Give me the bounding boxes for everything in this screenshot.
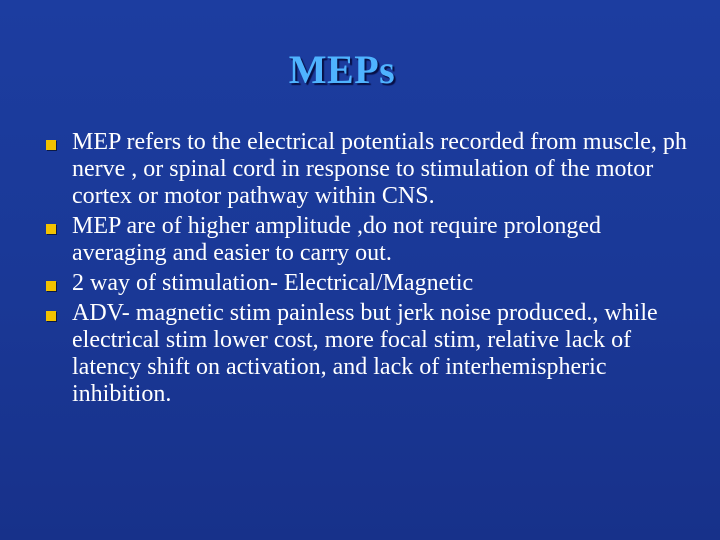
bullet-text: MEP refers to the electrical potentials recorded from muscle, ph nerve , or spinal cord in response to stimulation of the motor cortex or motor pathway within CNS.	[72, 129, 687, 209]
slide-title: MEPs	[288, 47, 396, 92]
square-bullet-icon	[46, 311, 56, 321]
bullet-item	[44, 213, 694, 267]
bullet-list	[44, 129, 694, 411]
bullet-text: MEP are of higher amplitude ,do not require prolonged averaging and easier to carry out.	[72, 213, 601, 266]
square-bullet-icon	[46, 140, 56, 150]
bullet-text: 2 way of stimulation- Electrical/Magnetic	[72, 270, 474, 296]
square-bullet-icon	[46, 224, 56, 234]
bullet-text: ADV- magnetic stim painless but jerk noise produced., while electrical stim lower cost, more focal stim, relative lack of latency shift on activation, and lack of interhemispheric inhibition.	[72, 300, 658, 407]
bullet-item	[44, 129, 694, 210]
bullet-item	[44, 300, 694, 408]
bullet-item	[44, 270, 694, 297]
square-bullet-icon	[46, 281, 56, 291]
